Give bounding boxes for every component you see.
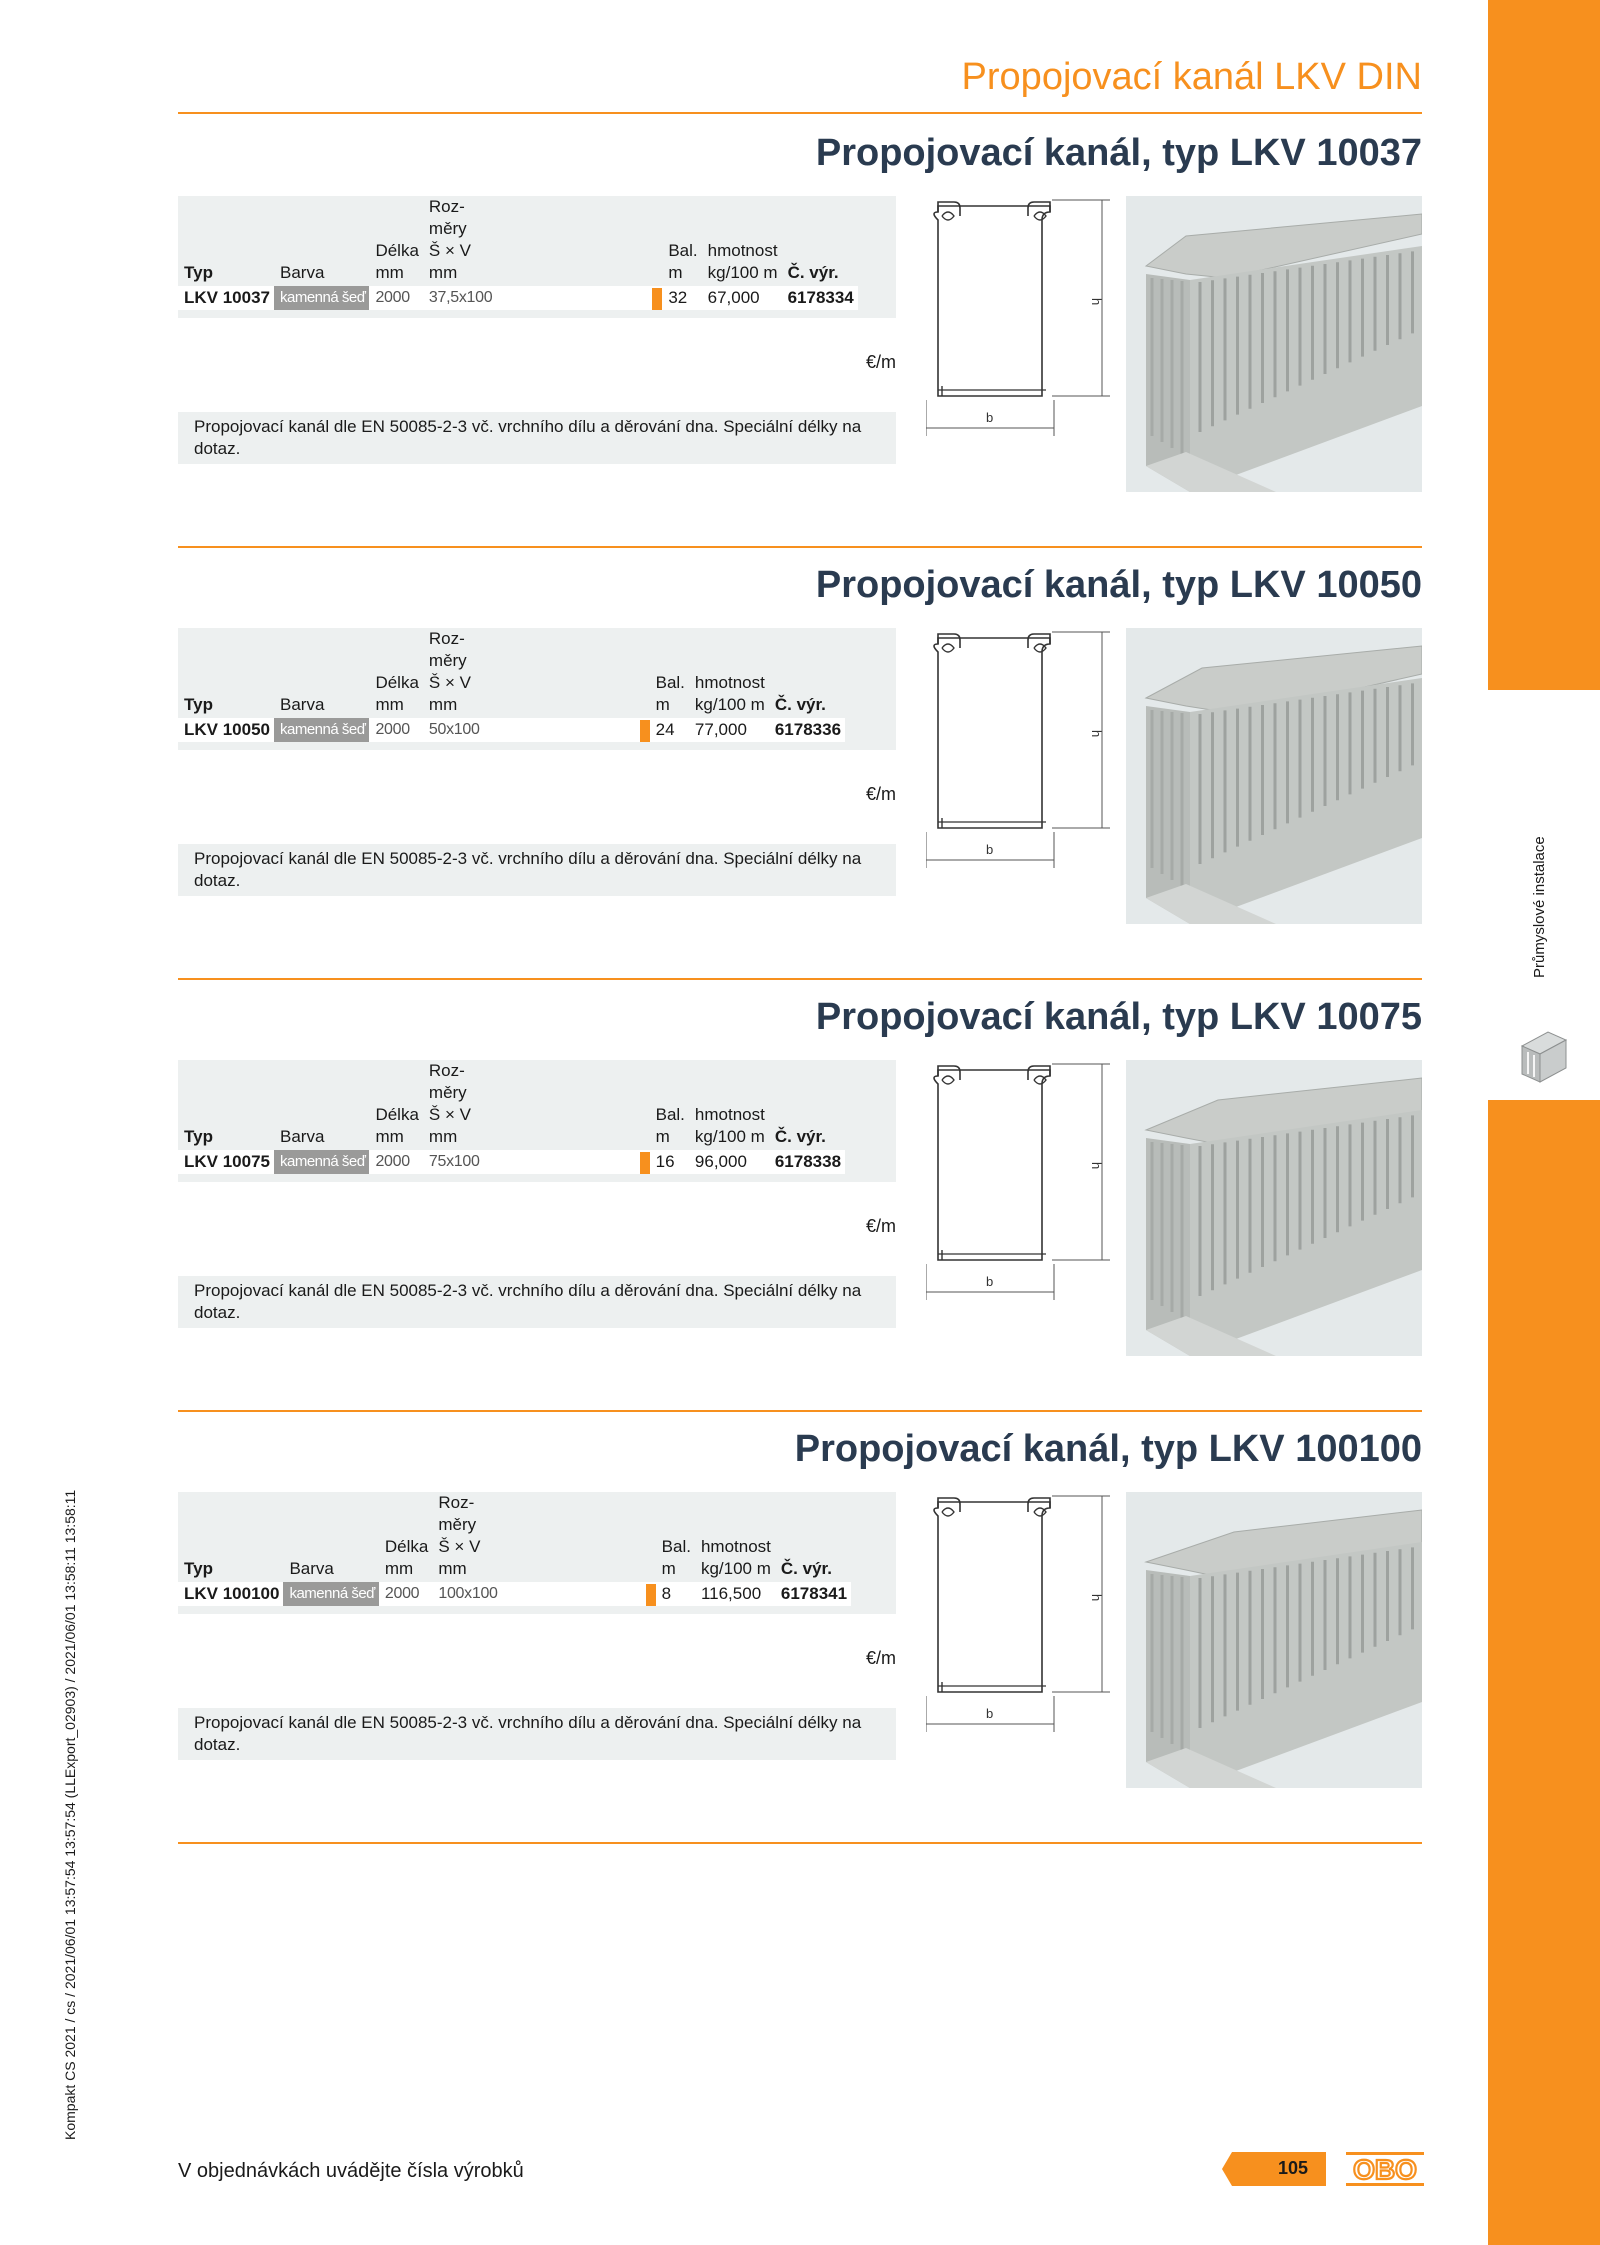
column-hmotnost: hmotnost kg/100 m [700,1537,771,1578]
spec-table-panel [178,196,896,318]
cell-bal: 16 [634,1150,689,1174]
cell-rozmery: 37,5x100 [423,286,496,310]
spec-table-panel [178,1060,896,1182]
product-note: Propojovací kanál dle EN 50085-2-3 vč. vrchního dílu a děrování dna. Speciální délky na dotaz. [178,844,896,896]
column-typ: Typ [184,695,213,714]
product-title: Propojovací kanál, typ LKV 10037 [815,132,1422,174]
column-typ: Typ [184,263,213,282]
product-note: Propojovací kanál dle EN 50085-2-3 vč. vrchního dílu a děrování dna. Speciální délky na dotaz. [178,1708,896,1760]
cell-hmotnost: 67,000 [702,286,782,310]
duct-profile [934,1066,1050,1260]
column-bal: Bal. m [668,241,698,282]
price-unit: €/m [865,784,896,804]
price-unit: €/m [865,352,896,372]
cell-cvyr: 6178334 [782,286,858,310]
product-section [178,114,1422,546]
spec-table [178,1060,845,1174]
dimension-b-label: b [986,1706,994,1721]
section-rule [178,978,1422,980]
cell-hmotnost: 77,000 [689,718,769,742]
cell-spacer [484,1150,634,1174]
duct-profile [934,202,1050,396]
dimension-b-label: b [986,842,994,857]
cell-cvyr: 6178341 [775,1582,851,1606]
cell-hmotnost: 96,000 [689,1150,769,1174]
spec-table [178,628,845,742]
column-cvyr: Č. výr. [774,1127,826,1146]
product-photo [1126,1492,1422,1788]
cell-rozmery: 100x100 [432,1582,501,1606]
column-delka: Délka mm [375,241,419,282]
order-marker [640,720,650,742]
cross-section-drawing [926,1060,1128,1300]
cross-section-drawing [926,1492,1128,1732]
footer-note: V objednávkách uvádějte čísla výrobků [178,2160,524,2182]
cell-cvyr: 6178336 [769,718,845,742]
duct-profile [934,634,1050,828]
table-row [178,1150,845,1174]
dimension-h-label: h [1089,1594,1104,1602]
column-typ: Typ [184,1127,213,1146]
price-unit: €/m [865,1648,896,1668]
order-marker [652,288,662,310]
cell-barva: kamenná šeď [283,1582,378,1606]
column-spacer [502,1492,640,1582]
cell-delka: 2000 [379,1582,432,1606]
cell-barva: kamenná šeď [274,286,369,310]
order-marker [646,1584,656,1606]
sidebar-band [1488,0,1600,2245]
table-row [178,718,845,742]
column-hmotnost: hmotnost kg/100 m [694,1105,765,1146]
column-spacer [496,196,646,286]
table-row [178,1582,851,1606]
column-bal: Bal. m [661,1537,691,1578]
cell-bal: 8 [640,1582,695,1606]
cell-cvyr: 6178338 [769,1150,845,1174]
column-barva: Barva [280,695,325,714]
column-rozmery: Roz- měry Š × V mm [438,1493,481,1578]
dimension-h-label: h [1089,298,1104,306]
cell-spacer [496,286,646,310]
cross-section-drawing [926,196,1128,436]
cell-bal: 24 [634,718,689,742]
cell-delka: 2000 [369,286,422,310]
column-hmotnost: hmotnost kg/100 m [707,241,778,282]
dimension-h-label: h [1089,1162,1104,1170]
product-title: Propojovací kanál, typ LKV 100100 [794,1428,1422,1470]
cell-typ: LKV 10075 [178,1150,274,1174]
dimension-b-label: b [986,1274,994,1289]
product-note: Propojovací kanál dle EN 50085-2-3 vč. vrchního dílu a děrování dna. Speciální délky na dotaz. [178,412,896,464]
page-number: 105 [1277,2158,1309,2178]
product-section [178,546,1422,978]
dimension-h-label: h [1089,730,1104,738]
section-rule [178,546,1422,548]
column-cvyr: Č. výr. [774,695,826,714]
column-barva: Barva [280,1127,325,1146]
table-row [178,286,858,310]
section-rule [178,1410,1422,1412]
column-spacer [484,1060,634,1150]
order-marker [640,1152,650,1174]
product-section [178,1410,1422,1842]
dimension-b-label: b [986,410,994,425]
page-header: Propojovací kanál LKV DIN [961,56,1422,98]
column-delka: Délka mm [375,1105,419,1146]
column-rozmery: Roz- měry Š × V mm [428,1061,471,1146]
spec-table-panel [178,1492,896,1614]
table-header-row [178,1492,851,1582]
obo-logo [1346,2152,1424,2186]
spec-table [178,196,858,310]
column-bal: Bal. m [655,1105,685,1146]
table-header-row [178,1060,845,1150]
cable-duct-thumbnail-icon [1518,1028,1568,1084]
cell-typ: LKV 10050 [178,718,274,742]
product-photo [1126,1060,1422,1356]
column-delka: Délka mm [375,673,419,714]
column-spacer [484,628,634,718]
product-title: Propojovací kanál, typ LKV 10075 [815,996,1422,1038]
column-rozmery: Roz- měry Š × V mm [428,197,471,282]
cell-hmotnost: 116,500 [695,1582,775,1606]
product-section [178,978,1422,1410]
price-unit: €/m [865,1216,896,1236]
table-header-row [178,628,845,718]
cell-rozmery: 50x100 [423,718,484,742]
cell-spacer [484,718,634,742]
product-photo [1126,628,1422,924]
column-cvyr: Č. výr. [780,1559,832,1578]
spec-table [178,1492,851,1606]
cell-delka: 2000 [369,1150,422,1174]
cell-rozmery: 75x100 [423,1150,484,1174]
cross-section-drawing [926,628,1128,868]
cell-delka: 2000 [369,718,422,742]
cell-bal: 32 [646,286,701,310]
cell-spacer [502,1582,640,1606]
svg-text:OBO: OBO [1353,2154,1417,2185]
cell-typ: LKV 100100 [178,1582,283,1606]
table-header-row [178,196,858,286]
product-title: Propojovací kanál, typ LKV 10050 [815,564,1422,606]
duct-profile [934,1498,1050,1692]
product-note: Propojovací kanál dle EN 50085-2-3 vč. vrchního dílu a děrování dna. Speciální délky na dotaz. [178,1276,896,1328]
spec-table-panel [178,628,896,750]
column-rozmery: Roz- měry Š × V mm [428,629,471,714]
bottom-rule [178,1842,1422,1844]
product-photo [1126,196,1422,492]
column-hmotnost: hmotnost kg/100 m [694,673,765,714]
column-barva: Barva [280,263,325,282]
column-bal: Bal. m [655,673,685,714]
cell-barva: kamenná šeď [274,718,369,742]
column-delka: Délka mm [384,1537,429,1578]
column-typ: Typ [184,1559,213,1578]
cell-typ: LKV 10037 [178,286,274,310]
column-barva: Barva [289,1559,334,1578]
cell-barva: kamenná šeď [274,1150,369,1174]
column-cvyr: Č. výr. [787,263,839,282]
